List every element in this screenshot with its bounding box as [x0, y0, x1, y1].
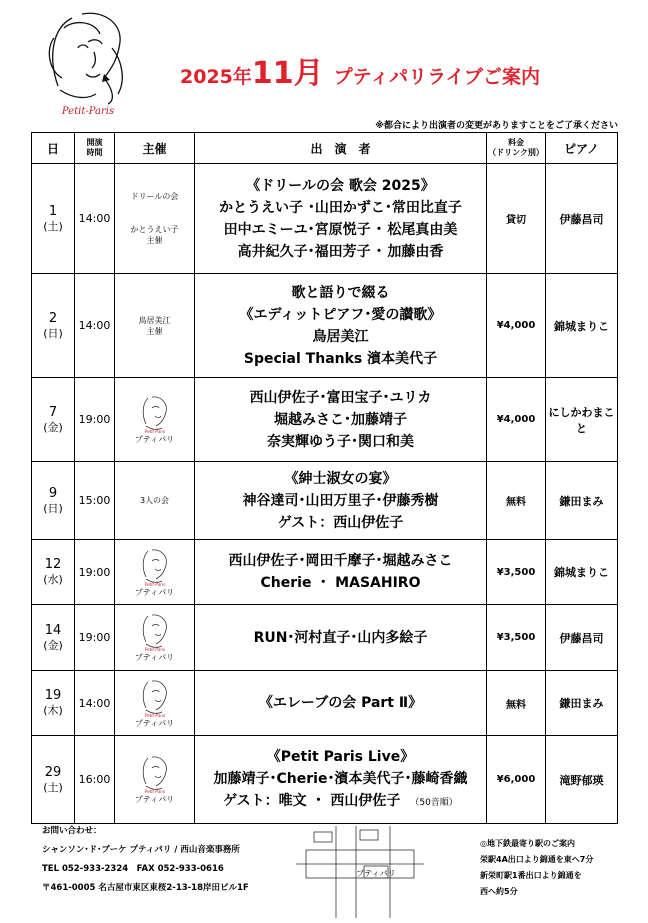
- row-host: [115, 164, 195, 274]
- day-of-week: (木): [43, 704, 63, 717]
- row-time: 14:00: [75, 274, 115, 378]
- table-row: [32, 540, 618, 605]
- row-fee: ¥4,000: [487, 274, 546, 378]
- row-day: [32, 274, 75, 378]
- row-fee: 無料: [487, 671, 546, 736]
- row-performers: [195, 274, 487, 378]
- day-number: 1: [48, 203, 58, 219]
- host-line: ドリールの会: [130, 192, 179, 201]
- host-line: プティパリ: [134, 587, 175, 597]
- row-host: [115, 462, 195, 540]
- row-performers: [195, 736, 487, 824]
- table-header-row: [32, 133, 618, 164]
- header-fee-1: 料金: [508, 138, 524, 147]
- row-time: 14:00: [75, 164, 115, 274]
- phone-fax: TEL 052-933-2324 FAX 052-933-0616: [42, 864, 224, 874]
- row-day: [32, 605, 75, 671]
- table-row: [32, 605, 618, 671]
- row-piano: 鎌田まみ: [546, 462, 618, 540]
- row-day: [32, 462, 75, 540]
- day-number: 9: [48, 485, 58, 501]
- petit-paris-logo: [42, 8, 134, 120]
- schedule-table: [31, 132, 618, 824]
- host-line: 主催: [146, 326, 163, 336]
- day-of-week: (金): [43, 420, 63, 434]
- table-row: [32, 164, 618, 274]
- performer-text: ゲスト：唯文 ・ 西山伊佐子: [223, 792, 401, 809]
- petit-paris-mini-logo: [138, 612, 172, 652]
- row-day: [32, 540, 75, 605]
- day-of-week: (日): [43, 326, 63, 340]
- host-line: 主催: [146, 236, 163, 245]
- header-host: 主催: [115, 133, 195, 164]
- performer-line: RUN･河村直子･山内多絵子: [253, 629, 428, 646]
- header-time-2: 時間: [86, 148, 103, 157]
- performer-line: 《Petit Paris Live》: [266, 748, 415, 765]
- row-host: [115, 378, 195, 462]
- logo-text: Petit-Paris: [61, 106, 115, 117]
- table-row: [32, 378, 618, 462]
- row-fee: ¥3,500: [487, 540, 546, 605]
- performer-line: 《エディットピアフ･愛の讃歌》: [239, 306, 442, 323]
- row-performers: [195, 164, 487, 274]
- contact-info: [42, 822, 249, 898]
- performer-line: 《エレーブの会 Part Ⅱ》: [258, 695, 423, 711]
- header-time-1: 開演: [86, 138, 103, 147]
- row-day: [32, 671, 75, 736]
- row-fee: ¥4,000: [487, 378, 546, 462]
- header-piano: ピアノ: [546, 133, 618, 164]
- performer-line: 歌と語りで綴る: [291, 284, 390, 301]
- change-notice: ※都合により出演者の変更がありますことをご了承ください: [375, 121, 618, 131]
- row-time: 19:00: [75, 378, 115, 462]
- day-number: 2: [48, 310, 58, 326]
- row-piano: 滝野郁瑛: [546, 736, 618, 824]
- row-performers: [195, 540, 487, 605]
- day-of-week: (金): [43, 638, 63, 652]
- row-host: [115, 274, 195, 378]
- organization-name: シャンソン･ド･ブーケ プティパリ / 西山音楽事務所: [42, 845, 240, 855]
- host-line: プティパリ: [134, 435, 175, 444]
- row-day: [32, 736, 75, 824]
- performer-line: ゲスト：西山伊佐子: [277, 514, 404, 531]
- host-line: 3人の会: [139, 496, 170, 505]
- order-note: （50音順）: [410, 797, 458, 808]
- row-fee: ¥6,000: [487, 736, 546, 824]
- row-fee: 貸切: [487, 164, 546, 274]
- performer-line: 西山伊佐子･富田宝子･ユリカ: [249, 389, 432, 406]
- host-line: 鳥居美江: [138, 315, 171, 325]
- day-number: 7: [48, 404, 58, 420]
- header-time: [75, 133, 115, 164]
- row-time: 14:00: [75, 671, 115, 736]
- day-of-week: (土): [43, 780, 63, 794]
- access-info: [480, 836, 593, 900]
- row-day: [32, 378, 75, 462]
- map-shop-label: プティパリ: [356, 869, 396, 878]
- row-piano: 錦城まりこ: [546, 274, 618, 378]
- access-map: [296, 826, 424, 918]
- performer-line: 《紳士淑女の宴》: [284, 470, 397, 487]
- performer-line: [195, 790, 486, 814]
- performer-line: 鳥居美江: [312, 328, 369, 345]
- page-title: [180, 48, 560, 92]
- title-rest: プティパリライブご案内: [333, 66, 540, 88]
- performer-line: 神谷達司･山田万里子･伊藤秀樹: [242, 492, 439, 509]
- svg-text:Petit-Paris: Petit-Paris: [144, 647, 165, 652]
- row-piano: にしかわまこと: [546, 378, 618, 462]
- header-fee: [487, 133, 546, 164]
- row-piano: 伊藤昌司: [546, 164, 618, 274]
- performer-line: 奈実輝ゆう子･関口和美: [267, 433, 414, 450]
- row-piano: 伊藤昌司: [546, 605, 618, 671]
- petit-paris-mini-logo: [138, 754, 172, 794]
- performer-line: 堀越みさこ･加藤靖子: [274, 411, 407, 428]
- petit-paris-mini-logo: [138, 678, 172, 718]
- row-day: [32, 164, 75, 274]
- host-line: プティパリ: [134, 718, 175, 728]
- host-line: プティパリ: [134, 653, 175, 662]
- access-title: ◎地下鉄最寄り駅のご案内: [480, 839, 575, 848]
- day-of-week: (日): [43, 501, 63, 515]
- performer-line: かとうえい子 ･山田かずこ･常田比直子: [219, 199, 462, 216]
- header-performers: 出 演 者: [195, 133, 487, 164]
- row-host: [115, 736, 195, 824]
- petit-paris-mini-logo: [138, 394, 172, 434]
- day-of-week: (水): [43, 573, 63, 586]
- row-fee: 無料: [487, 462, 546, 540]
- row-fee: ¥3,500: [487, 605, 546, 671]
- performer-line: Special Thanks 濱本美代子: [243, 350, 438, 367]
- day-number: 14: [44, 622, 62, 638]
- performer-line: 西山伊佐子･岡田千摩子･堀越みさこ: [228, 553, 453, 569]
- svg-text:Petit-Paris: Petit-Paris: [144, 581, 165, 587]
- performer-line: Cherie ・ MASAHIRO: [260, 575, 421, 591]
- access-line: 新栄町駅1番出口より錦通を: [480, 871, 582, 880]
- day-number: 19: [44, 688, 62, 703]
- table-row: [32, 671, 618, 736]
- row-time: 15:00: [75, 462, 115, 540]
- performer-line: 《ドリールの会 歌会 2025》: [246, 177, 435, 194]
- title-year: 2025年: [180, 66, 252, 88]
- svg-text:Petit-Paris: Petit-Paris: [144, 712, 165, 718]
- host-line: かとうえい子: [130, 225, 179, 234]
- performer-line: 加藤靖子･Cherie･濱本美代子･藤崎香織: [213, 770, 468, 787]
- svg-text:Petit-Paris: Petit-Paris: [144, 789, 165, 794]
- table-row: [32, 736, 618, 824]
- row-piano: 鎌田まみ: [546, 671, 618, 736]
- title-month: 11月: [251, 56, 324, 91]
- row-host: [115, 540, 195, 605]
- row-host: [115, 605, 195, 671]
- row-performers: [195, 671, 487, 736]
- row-time: 19:00: [75, 540, 115, 605]
- row-time: 19:00: [75, 605, 115, 671]
- svg-text:Petit-Paris: Petit-Paris: [144, 429, 165, 434]
- table-row: [32, 462, 618, 540]
- row-performers: [195, 378, 487, 462]
- row-performers: [195, 605, 487, 671]
- access-line: 栄駅4A出口より錦通を東へ7分: [480, 855, 594, 864]
- row-piano: 錦城まりこ: [546, 540, 618, 605]
- header-day: 日: [32, 133, 75, 164]
- contact-label: お問い合わせ：: [42, 826, 102, 836]
- performer-line: 田中エミーユ･宮原悦子 ･ 松尾真由美: [223, 221, 458, 238]
- day-number: 12: [44, 557, 62, 572]
- day-of-week: (土): [43, 219, 63, 233]
- petit-paris-mini-logo: [138, 547, 172, 587]
- header-fee-2: （ドリンク別）: [488, 148, 544, 157]
- table-row: [32, 274, 618, 378]
- row-performers: [195, 462, 487, 540]
- access-line: 西へ約5分: [480, 887, 518, 896]
- row-host: [115, 671, 195, 736]
- row-time: 16:00: [75, 736, 115, 824]
- host-line: プティパリ: [134, 795, 175, 804]
- address: 〒461-0005 名古屋市東区東桜2-13-18岸田ビル1F: [42, 883, 249, 893]
- performer-line: 高井紀久子･福田芳子 ･ 加藤由香: [237, 243, 444, 260]
- day-number: 29: [44, 764, 62, 780]
